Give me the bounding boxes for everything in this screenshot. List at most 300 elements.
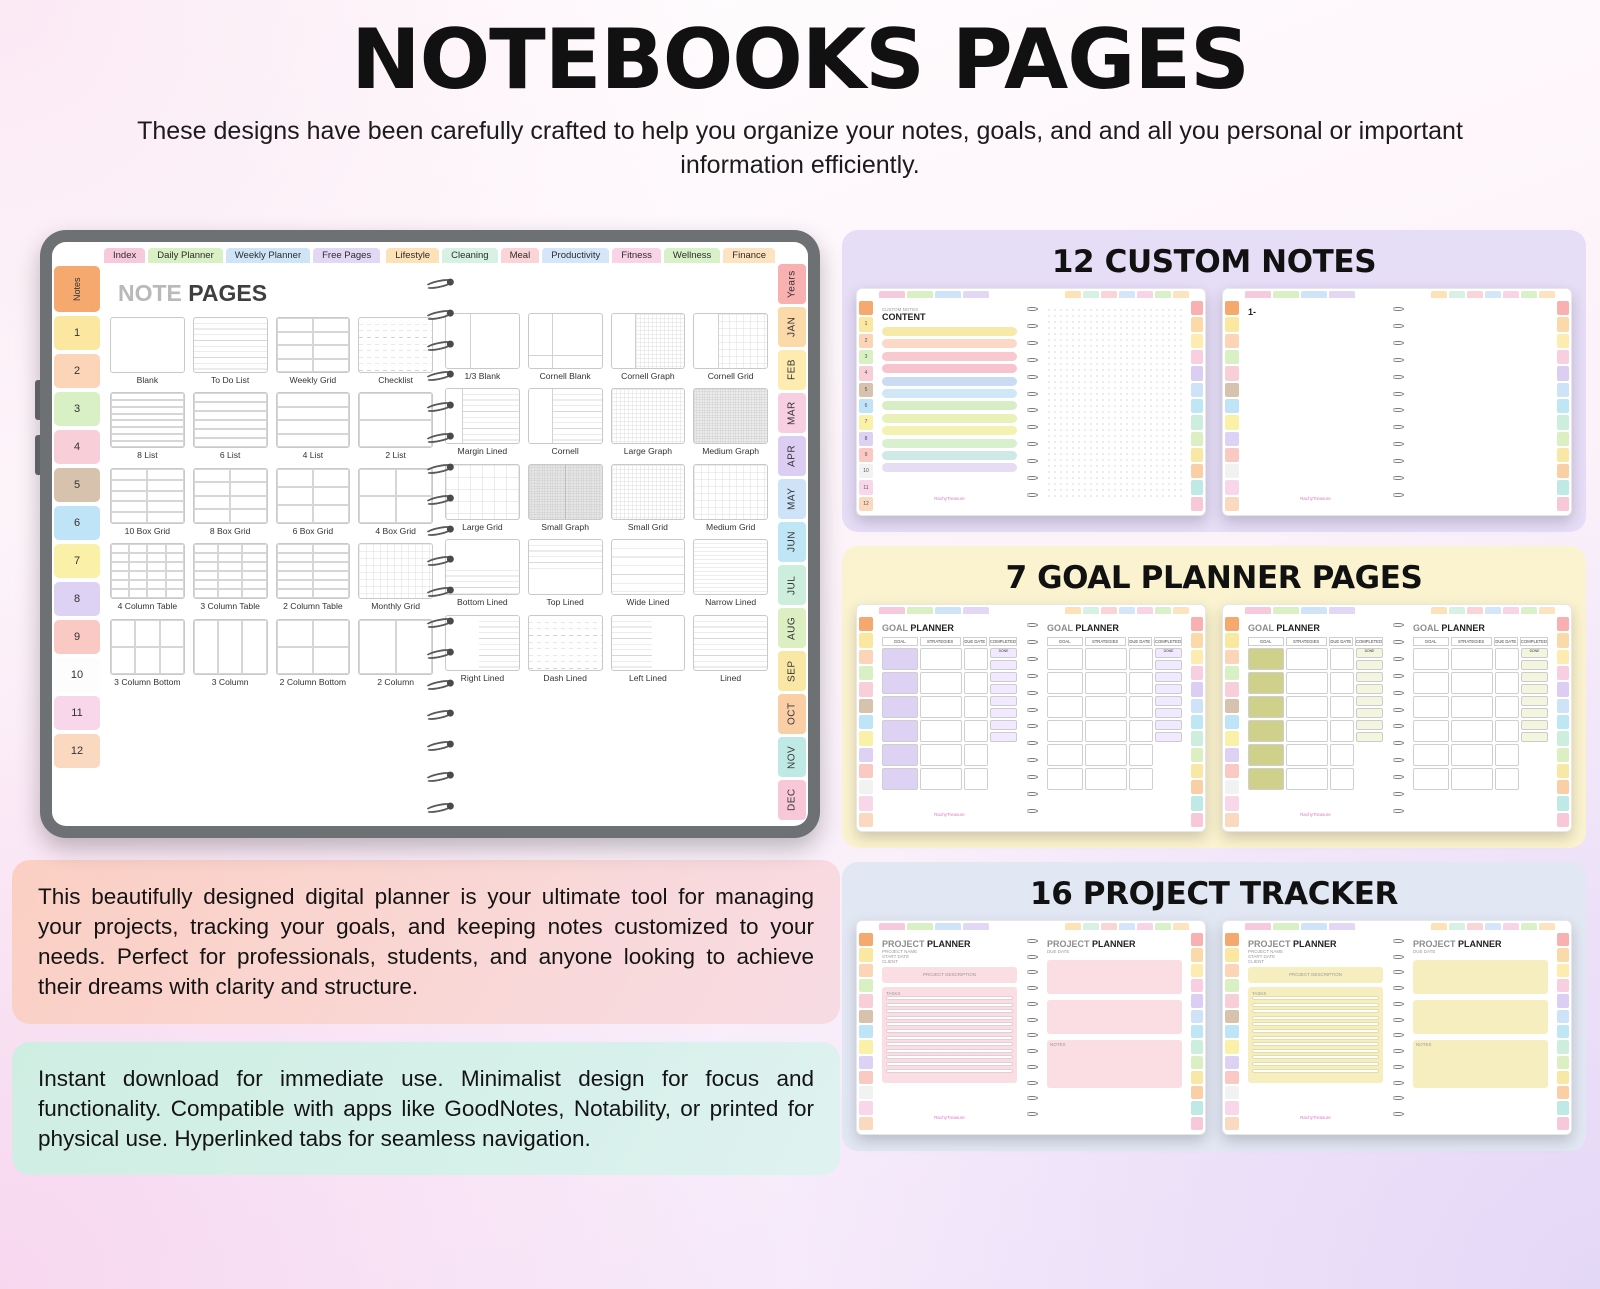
mini-right-rail[interactable] [1557,617,1569,827]
tab-fitness[interactable]: Fitness [612,248,661,263]
mini-tab-strip [879,607,1189,615]
month-oct[interactable]: OCT [778,694,806,734]
month-jul[interactable]: JUL [778,565,806,605]
thumb-cell [528,615,603,683]
section-notes[interactable] [1413,1040,1548,1088]
pill-1[interactable] [882,327,1017,336]
month-nov[interactable]: NOV [778,737,806,777]
status-done[interactable] [1521,660,1548,670]
mini-spread-body [1241,617,1555,819]
thumb-caption: Cornell Blank [539,371,591,381]
thumb-2-column[interactable] [358,619,433,675]
thumb-blank[interactable] [110,317,185,373]
col-due-date: DUE DATE [1129,639,1151,644]
col-strategies: STRATEGIES [1451,637,1492,646]
thumb-3-column[interactable] [193,619,268,675]
project-planner-page-right [1406,933,1555,1122]
mini-right-rail[interactable] [1557,933,1569,1130]
field-client: CLIENT [882,959,899,964]
goal-planner-page-left [875,617,1024,819]
mini-tab-strip [1245,923,1555,931]
month-apr[interactable]: APR [778,436,806,476]
thumb-caption: 2 Column Bottom [279,676,347,687]
pill-7[interactable] [882,401,1017,410]
mini-right-rail[interactable] [1191,301,1203,511]
project-tracker-spread-pink[interactable] [856,920,1206,1135]
thumb-cell [358,468,433,536]
thumb-checklist[interactable] [358,317,433,373]
thumb-cell [611,313,686,381]
status-done[interactable] [1356,720,1383,730]
section-box-a[interactable] [1047,960,1182,994]
field-client: CLIENT [1248,959,1265,964]
thumb-monthly-grid[interactable] [358,543,433,599]
rail-item-8[interactable]: 8 [54,582,100,616]
goal-planner-spread-purple[interactable] [856,604,1206,832]
status-done[interactable] [1155,732,1182,742]
thumb-caption: Weekly Grid [289,375,337,385]
rail-item-12[interactable]: 12 [54,734,100,768]
thumb-caption: 2 Column [377,676,415,687]
thumb-top-lined[interactable] [528,539,603,595]
mini-spread-body [875,301,1189,503]
status-done[interactable] [1155,720,1182,730]
thumb-caption: Cornell [551,446,579,457]
mini-tab-strip [879,923,1189,931]
thumb-one-third-blank[interactable] [445,313,520,369]
rail-item-3[interactable]: 3 [54,392,100,426]
thumb-6-box-grid[interactable] [276,468,351,524]
mini-right-rail[interactable] [1557,301,1569,511]
mini-left-rail[interactable] [1225,933,1239,1130]
thumb-cell [276,543,351,611]
col-completed: COMPLETED [1520,639,1547,644]
thumb-caption: 6 Box Grid [292,525,334,536]
thumb-todo-list[interactable] [193,317,268,373]
panel-project-tracker [842,862,1586,1151]
thumb-cell [445,615,520,683]
thumb-caption: To Do List [211,375,250,385]
thumb-caption: Medium Graph [702,446,760,457]
status-done[interactable] [990,660,1017,670]
project-planner-title-bold: PLANNER [927,939,971,949]
goal-table-rows[interactable] [1248,648,1383,790]
month-jun[interactable]: JUN [778,522,806,562]
mini-spiral-icon [1390,617,1406,819]
thumb-cell [193,317,268,385]
thumb-cornell-graph[interactable] [611,313,686,369]
status-done[interactable] [990,732,1017,742]
status-done[interactable]: DONE [1521,648,1548,658]
goal-planner-title-bold: PLANNER [1441,623,1485,633]
status-done[interactable] [1521,684,1548,694]
section-label-notes: NOTES [1416,1042,1432,1047]
section-label: PROJECT DESCRIPTION [1289,972,1342,977]
thumb-cornell-blank[interactable] [528,313,603,369]
tab-daily-planner[interactable]: Daily Planner [148,248,223,263]
thumb-caption: 6 List [219,450,241,461]
month-dec[interactable]: DEC [778,780,806,820]
tab-finance[interactable]: Finance [723,248,775,263]
mini-spread-body [1241,933,1555,1122]
right-thumb-grid [445,313,768,683]
status-done[interactable] [990,684,1017,694]
mini-spiral-icon [1390,933,1406,1122]
status-done[interactable]: DONE [1356,648,1383,658]
tab-productivity[interactable]: Productivity [542,248,609,263]
mini-left-rail[interactable] [859,933,873,1130]
section-box-b[interactable] [1047,1000,1182,1034]
tablet-screen [52,242,808,826]
project-planner-title [882,939,1017,949]
status-done[interactable] [1155,672,1182,682]
thumb-cell [193,392,268,460]
mini-spiral-icon [1024,617,1040,819]
tab-meal[interactable]: Meal [501,248,540,263]
thumb-caption: Top Lined [546,597,584,608]
pill-8[interactable] [882,414,1017,423]
rail-item-7[interactable]: 7 [54,544,100,578]
month-sep[interactable]: SEP [778,651,806,691]
rail-item-11[interactable]: 11 [54,696,100,730]
mini-spiral-icon [1024,933,1040,1122]
panel-heading-custom-notes: 12 CUSTOM NOTES [1051,244,1377,280]
brand-footer: RachyTreasure [1300,812,1331,817]
tasks-block[interactable] [1248,987,1383,1083]
rail-item-1[interactable]: 1 [54,316,100,350]
status-done[interactable] [990,720,1017,730]
panel-heading-project-tracker: 16 PROJECT TRACKER [1030,876,1398,912]
project-tracker-spreads [856,920,1572,1135]
thumb-caption: Small Graph [541,521,589,532]
pill-5[interactable] [882,377,1017,386]
pill-12[interactable] [882,463,1017,472]
status-done[interactable] [990,696,1017,706]
thumb-cell [693,313,768,381]
brand-footer: RachyTreasure [1300,1115,1331,1120]
goal-planner-title-bold: PLANNER [910,623,954,633]
panel-custom-notes [842,230,1586,532]
custom-notes-content-spread[interactable] [856,288,1206,516]
project-planner-title-bold: PLANNER [1092,939,1136,949]
mini-tab-strip [879,291,1189,299]
project-planner-title [1248,939,1383,949]
thumb-small-graph[interactable] [528,464,603,520]
thumb-6-list[interactable] [193,392,268,448]
field-project-name: PROJECT NAME [1248,949,1284,954]
goal-table-rows[interactable] [882,648,1017,790]
thumb-caption: Lined [720,672,742,683]
status-done[interactable] [1521,708,1548,718]
thumb-10-box-grid[interactable] [110,468,185,524]
note-page-right [439,266,774,820]
col-due-date: DUE DATE [1330,639,1352,644]
mini-left-rail[interactable] [1225,301,1239,511]
col-goal: GOAL [1413,637,1449,646]
thumb-large-graph[interactable] [611,388,686,444]
note-page-left [104,266,439,820]
month-feb[interactable]: FEB [778,350,806,390]
col-goal: GOAL [882,637,918,646]
section-label-tasks: TASKS [1252,991,1267,996]
rail-item-9[interactable]: 9 [54,620,100,654]
thumb-right-lined[interactable] [445,615,520,671]
status-done[interactable] [1155,696,1182,706]
project-planner-title [1047,939,1182,949]
thumb-cell [611,388,686,456]
goal-planner-title [1248,623,1383,633]
thumb-caption: Left Lined [629,672,667,683]
tab-wellness[interactable]: Wellness [664,248,720,263]
tab-lifestyle[interactable]: Lifestyle [386,248,439,263]
thumb-large-grid[interactable] [445,464,520,520]
month-mar[interactable]: MAR [778,393,806,433]
thumb-cell [110,619,185,687]
rail-item-6[interactable]: 6 [54,506,100,540]
pill-9[interactable] [882,426,1017,435]
description-card-pink: This beautifully designed digital planner is your ultimate tool for managing your projects, tracking your goals, and keeping notes customized to your needs. Perfect for professionals, students, and anyone looking to achieve their dreams with clarity and structure. [12,860,840,1024]
thumb-caption: Wide Lined [626,597,670,608]
thumb-2-list[interactable] [358,392,433,448]
rail-item-10[interactable]: 10 [54,658,100,692]
goal-planner-spread-olive[interactable] [1222,604,1572,832]
note-pages-heading [118,280,433,307]
thumb-left-lined[interactable] [611,615,686,671]
thumb-cell [110,392,185,460]
section-box-b[interactable] [1413,1000,1548,1034]
status-done[interactable] [1356,732,1383,742]
thumb-4-list[interactable] [276,392,351,448]
thumb-caption: Medium Grid [706,521,756,532]
custom-notes-pill-list[interactable] [882,327,1017,472]
thumb-cell [358,317,433,385]
col-due-date: DUE DATE [1495,639,1517,644]
thumb-caption: 10 Box Grid [124,525,171,536]
thumb-cell [693,388,768,456]
project-planner-title-light: PROJECT [882,939,928,949]
status-done[interactable] [1356,708,1383,718]
status-done[interactable] [1521,672,1548,682]
mini-left-rail[interactable]: 1 2 3 4 5 6 7 8 9 10 11 12 [859,301,873,511]
custom-notes-title: CONTENT [882,312,926,322]
month-aug[interactable]: AUG [778,608,806,648]
thumb-8-list[interactable] [110,392,185,448]
pill-11[interactable] [882,451,1017,460]
tab-index[interactable]: Index [104,248,145,263]
project-planner-title-light: PROJECT [1413,939,1459,949]
thumb-cell [110,543,185,611]
project-tracker-spread-yellow[interactable] [1222,920,1572,1135]
thumb-caption: 4 Box Grid [375,525,416,536]
left-column [12,230,840,1175]
tab-weekly-planner[interactable]: Weekly Planner [226,248,310,263]
thumb-cell [276,392,351,460]
thumb-cell [611,539,686,607]
rail-item-2[interactable]: 2 [54,354,100,388]
section-box-a[interactable] [1413,960,1548,994]
status-done[interactable] [1521,696,1548,706]
thumb-medium-grid[interactable] [693,464,768,520]
thumb-cell [193,468,268,536]
thumb-caption: Right Lined [460,672,505,683]
mini-tab-strip [1245,607,1555,615]
pill-2[interactable] [882,339,1017,348]
tab-cleaning[interactable]: Cleaning [442,248,498,263]
status-done[interactable] [990,708,1017,718]
note-pages-heading-bold: PAGES [188,280,268,306]
note-pages-heading-light: NOTE [118,280,189,306]
thumb-caption: 3 Column Bottom [114,676,181,687]
thumb-caption: Large Graph [623,446,672,457]
dot-grid [1046,307,1183,497]
tab-free-pages[interactable]: Free Pages [313,248,380,263]
thumb-caption: 3 Column Table [200,601,260,612]
rail-item-4[interactable]: 4 [54,430,100,464]
status-done[interactable]: DONE [1155,648,1182,658]
status-done[interactable] [1155,660,1182,670]
field-start-date: START DATE [882,954,910,959]
thumb-small-grid[interactable] [611,464,686,520]
thumb-cell [445,313,520,381]
goal-planner-title-light: GOAL [1413,623,1442,633]
status-done[interactable]: DONE [990,648,1017,658]
thumb-cell [528,388,603,456]
thumb-dash-lined[interactable] [528,615,603,671]
goal-table-header [882,637,1017,646]
thumb-lined[interactable] [693,615,768,671]
status-done[interactable] [990,672,1017,682]
section-project-description-header [1248,967,1383,983]
thumb-3-column-bottom[interactable] [110,619,185,675]
brand-footer: RachyTreasure [934,496,965,501]
thumb-caption: Blank [136,375,159,385]
goal-planner-title-light: GOAL [1248,623,1277,633]
rail-item-5[interactable]: 5 [54,468,100,502]
thumb-wide-lined[interactable] [611,539,686,595]
thumb-margin-lined[interactable] [445,388,520,444]
goal-table-rows[interactable] [1413,648,1548,790]
thumb-caption: 2 List [385,450,406,461]
thumb-narrow-lined[interactable] [693,539,768,595]
thumb-cell [110,317,185,385]
month-may[interactable]: MAY [778,479,806,519]
thumb-8-box-grid[interactable] [193,468,268,524]
thumb-weekly-grid[interactable] [276,317,351,373]
goal-planner-page-left [1241,617,1390,819]
thumb-cornell-grid[interactable] [693,313,768,369]
pill-10[interactable] [882,439,1017,448]
thumb-3-column-table[interactable] [193,543,268,599]
mini-left-rail[interactable] [859,617,873,827]
status-done[interactable] [1155,684,1182,694]
goal-table-header [1413,637,1548,646]
project-planner-title-light: PROJECT [1047,939,1093,949]
thumb-bottom-lined[interactable] [445,539,520,595]
goal-planner-page-right [1040,617,1189,819]
custom-notes-blank-spread[interactable] [1222,288,1572,516]
thumb-4-column-table[interactable] [110,543,185,599]
project-planner-page-left [875,933,1024,1122]
brand-footer: RachyTreasure [934,1115,965,1120]
panel-heading-goal-planner: 7 GOAL PLANNER PAGES [1005,560,1423,596]
thumb-caption: Dash Lined [543,672,587,683]
thumb-4-box-grid[interactable] [358,468,433,524]
status-done[interactable] [1521,720,1548,730]
thumb-cell [693,539,768,607]
custom-notes-dot-page [1040,301,1189,503]
status-done[interactable] [1356,660,1383,670]
project-planner-page-right [1040,933,1189,1122]
pill-6[interactable] [882,389,1017,398]
col-completed: COMPLETED [1154,639,1181,644]
thumb-cell [276,468,351,536]
status-done[interactable] [1356,684,1383,694]
mini-left-rail[interactable] [1225,617,1239,827]
thumb-2-column-bottom[interactable] [276,619,351,675]
page-title: NOTEBOOKS PAGES [351,11,1249,108]
project-planner-title-light: PROJECT [1248,939,1294,949]
notes-index-rail[interactable] [54,264,100,820]
thumb-caption: 1/3 Blank [464,371,501,381]
rail-item-notes[interactable]: Notes [54,266,100,312]
mini-right-rail[interactable] [1191,617,1203,827]
col-goal: GOAL [1248,637,1284,646]
thumb-caption: Monthly Grid [371,601,420,612]
project-planner-title [1413,939,1548,949]
poster-page [0,11,1600,1289]
col-strategies: STRATEGIES [1085,637,1126,646]
thumb-cell [528,313,603,381]
goal-table-rows[interactable] [1047,648,1182,790]
status-done[interactable] [1356,696,1383,706]
thumb-cell [611,464,686,532]
status-done[interactable] [1356,672,1383,682]
thumb-cornell[interactable] [528,388,603,444]
goal-table-header [1047,637,1182,646]
brand-footer: RachyTreasure [1300,496,1331,501]
thumb-cell [528,464,603,532]
thumb-caption: Bottom Lined [457,597,508,608]
top-tab-strip[interactable] [104,246,767,264]
thumb-cell [693,615,768,683]
thumb-cell [193,543,268,611]
goal-planner-page-right [1406,617,1555,819]
left-thumb-grid [110,317,433,687]
pill-4[interactable] [882,364,1017,373]
section-label: PROJECT DESCRIPTION [923,972,976,977]
mini-right-rail[interactable] [1191,933,1203,1130]
thumb-caption: 8 Box Grid [209,525,251,536]
thumb-caption: Checklist [378,375,414,385]
thumb-2-column-table[interactable] [276,543,351,599]
pill-3[interactable] [882,352,1017,361]
tasks-block[interactable] [882,987,1017,1083]
thumb-cell [693,464,768,532]
field-start-date: START DATE [1248,954,1276,959]
section-label-tasks: TASKS [886,991,901,996]
mini-spiral-icon [1024,301,1040,503]
status-done[interactable] [1155,708,1182,718]
thumb-medium-graph[interactable] [693,388,768,444]
month-rail[interactable] [778,264,806,820]
month-jan[interactable]: JAN [778,307,806,347]
section-notes[interactable] [1047,1040,1182,1088]
project-planner-title-bold: PLANNER [1293,939,1337,949]
thumb-cell [445,388,520,456]
month-years[interactable]: Years [778,264,806,304]
status-done[interactable] [1521,732,1548,742]
thumb-cell [276,317,351,385]
